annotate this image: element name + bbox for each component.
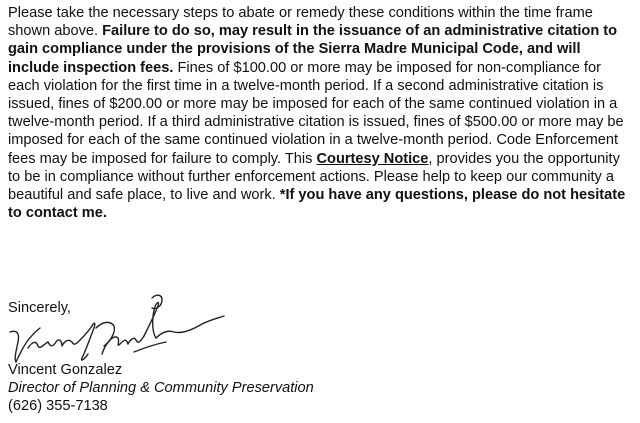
letter-fines-text: Fines of $100.00 or more may be imposed for non-compliance for each violation for the first time in a twelve-month period. If a second administrative citation is issued, fines of $200.00 or more may be imposed for each of the same continued violation in a twelve-month period. If a third administrative citation is issued, fines of $500.00 or more may be imposed for each of the same continued violation in a twelve-month period. Code Enforcement fees may be imposed for failure to comply. This xyxy=(8,59,624,167)
letter-warning-bold: Failure to do so, may result in the issuance of an administrative citation to gain compliance under the provisions of the Sierra Madre Municipal Code, and will include inspection fees. xyxy=(8,23,618,76)
closing-salutation: Sincerely, xyxy=(8,300,71,316)
letter-intro-text: Please take the necessary steps to abate or remedy these conditions within the time frame shown above. xyxy=(8,5,593,40)
signer-title: Director of Planning & Community Preservation xyxy=(8,380,314,396)
courtesy-notice-label: Courtesy Notice xyxy=(316,150,429,167)
letter-compliance-text: , provides you the opportunity to be in compliance without further enforcement actions. Please help to keep our community a beautiful and safe place, to live and work. xyxy=(8,150,620,204)
letter-body xyxy=(8,4,634,222)
signer-phone: (626) 355-7138 xyxy=(8,398,108,414)
letter-contact-bold: *If you have any questions, please do not hesitate to contact me. xyxy=(8,187,626,222)
signer-name: Vincent Gonzalez xyxy=(8,362,123,378)
handwritten-signature xyxy=(6,292,226,372)
